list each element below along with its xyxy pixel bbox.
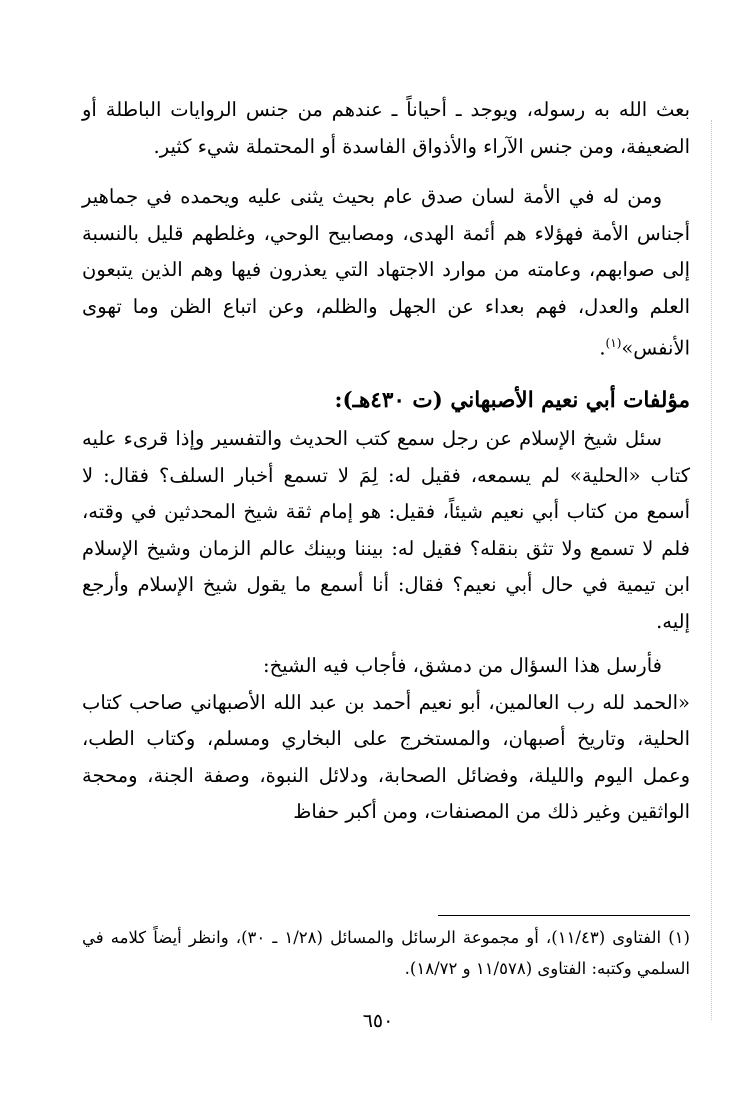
footnote-reference: (١) [605, 336, 622, 350]
paragraph-continuation: بعث الله به رسوله، ويوجد ـ أحياناً ـ عندهم من جنس الروايات الباطلة أو الضعيفة، ومن جنس الآراء والأذواق الفاسدة أو المحتملة شيء كثير. [82, 98, 690, 158]
footnote-1: (١) الفتاوى (١١/٤٣)، أو مجموعة الرسائل والمسائل (١/٢٨ ـ ٣٠)، وانظر أيضاً كلامه في السلمي وكتبه: الفتاوى (١١/٥٧٨ و ١٨/٧٢). [82, 928, 690, 978]
paragraph-imams-text: ومن له في الأمة لسان صدق عام بحيث يثنى عليه ويحمده في جماهير أجناس الأمة فهؤلاء هم أئمة الهدى، ومصابيح الوحي، وغلطهم قليل بالنسبة إلى صوابهم، وعامته من موارد الاجتهاد التي يعذرون فيها وهم الذين يتبعون العلم والعدل، فهم بعداء عن الجهل والظلم، وعن اتباع الظن وما تهوى الأنفس» [82, 185, 690, 360]
binding-edge-mark [711, 120, 712, 1020]
page-body [82, 92, 690, 831]
paragraph-imams-of-guidance: ومن له في الأمة لسان صدق عام بحيث يثنى عليه ويحمده في جماهير أجناس الأمة فهؤلاء هم أئمة الهدى، ومصابيح الوحي، وغلطهم قليل بالنسبة إلى صوابهم، وعامته من موارد الاجتهاد التي يعذرون فيها وهم الذين يتبعون العلم والعدل، فهم بعداء عن الجهل والظلم، وعن اتباع الظن وما تهوى الأنفس»$^{(١)}$. [82, 185, 690, 360]
paragraph-answer: «الحمد لله رب العالمين، أبو نعيم أحمد بن عبد الله الأصبهاني صاحب كتاب الحلية، وتاريخ أصبهان، والمستخرج على البخاري ومسلم، وكتاب الطب، وعمل اليوم والليلة، وفضائل الصحابة، ودلائل النبوة، وصفة الجنة، ومحجة الواثقين وغير ذلك من المصنفات، ومن أكبر حفاظ [82, 690, 690, 823]
page-number: ٦٥٠ [362, 1010, 394, 1032]
footnote-divider [438, 915, 690, 916]
section-heading: مؤلفات أبي نعيم الأصبهاني (ت ٤٣٠هـ): [334, 388, 690, 413]
paragraph-question: سئل شيخ الإسلام عن رجل سمع كتب الحديث والتفسير وإذا قرىء عليه كتاب «الحلية» لم يسمعه، فقيل له: لِمَ لا تسمع أخبار السلف؟ فقال: لا أسمع من كتاب أبي نعيم شيئاً، فقيل: هو إمام ثقة شيخ المحدثين في وقته، فلم لا تسمع ولا تثق بنقله؟ فقيل له: بيننا وبينك عالم الزمان وشيخ الإسلام ابن تيمية في حال أبي نعيم؟ فقال: أنا أسمع ما يقول شيخ الإسلام وأرجع إليه. [82, 427, 690, 633]
footnotes [82, 922, 690, 984]
paragraph-sent-question: فأرسل هذا السؤال من دمشق، فأجاب فيه الشيخ: [263, 654, 662, 677]
